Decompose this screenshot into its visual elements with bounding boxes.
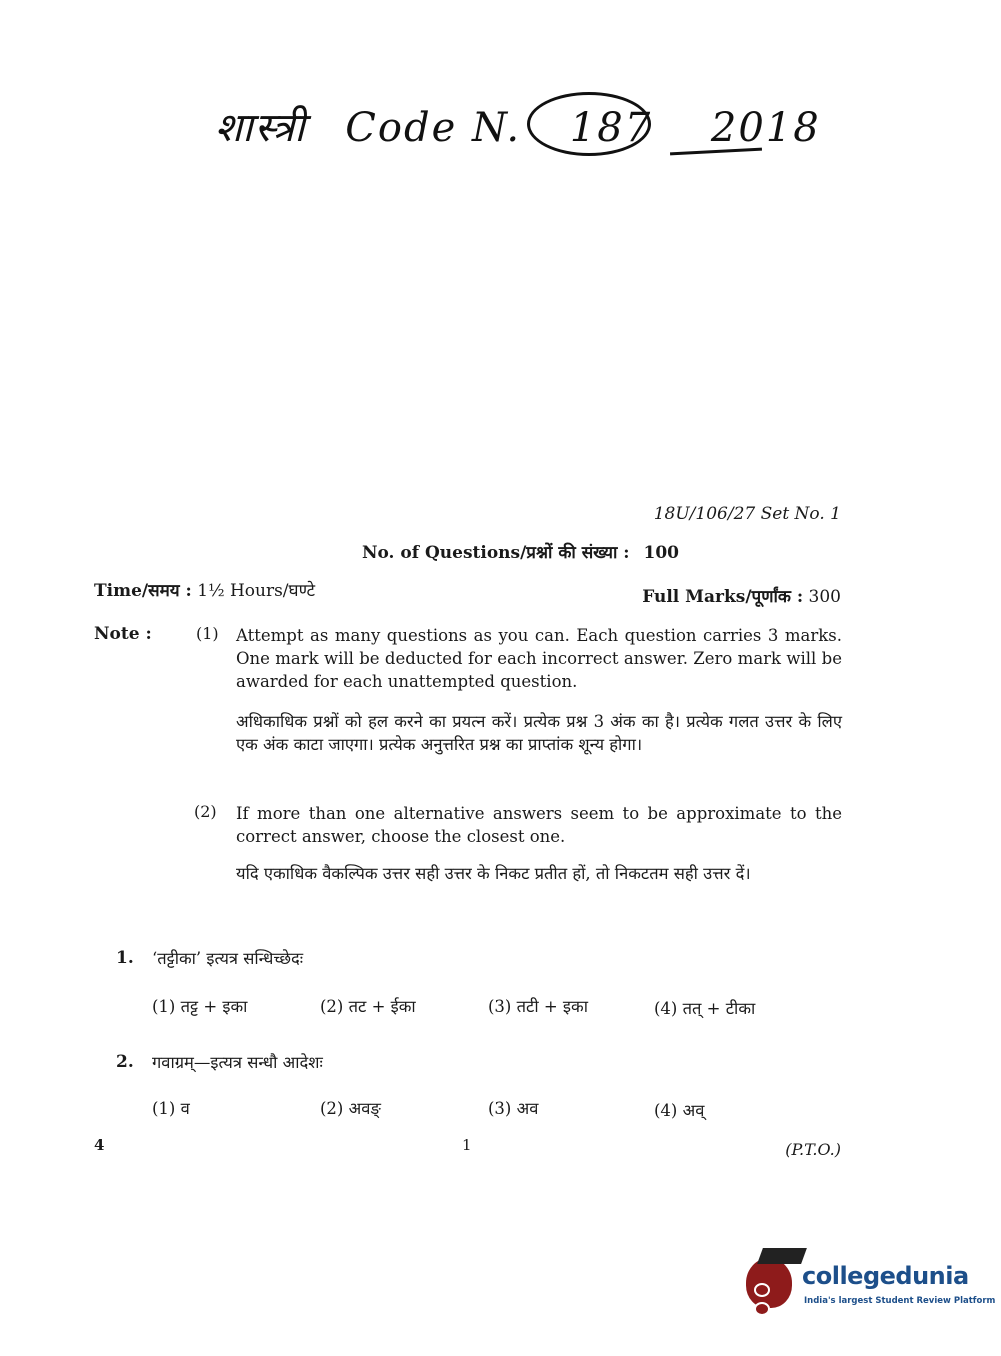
pto-label: (P.T.O.) [785, 1140, 841, 1159]
set-number: 18U/106/27 Set No. 1 [653, 504, 841, 524]
logo-tagline: India's largest Student Review Platform [804, 1296, 996, 1306]
option: (3) तटी + इका [488, 997, 588, 1016]
option: (3) अव [488, 1099, 539, 1118]
option: (1) व [152, 1099, 190, 1118]
handwritten-word: शास्त्री [215, 105, 307, 151]
option: (4) तत् + टीका [654, 999, 756, 1018]
footer-left: 4 [94, 1136, 105, 1154]
option: (2) अवङ् [320, 1099, 381, 1118]
full-marks [642, 584, 841, 607]
question-number: 1. [116, 948, 134, 968]
question-number: 2. [116, 1052, 134, 1072]
note-text-hi: अधिकाधिक प्रश्नों को हल करने का प्रयत्न करें। प्रत्येक प्रश्न 3 अंक का है। प्रत्येक गलत उत्तर के लिए एक अंक काटा जाएगा। प्रत्येक अनुत्तरित प्रश्न का प्राप्तांक शून्य होगा। [236, 712, 842, 754]
time-label: Time/समय : [94, 581, 192, 601]
handwritten-text [215, 98, 821, 153]
option: (2) तट + ईका [320, 997, 416, 1016]
num-questions [0, 540, 1001, 563]
marks-value: 300 [808, 587, 841, 607]
option: (4) अव् [654, 1101, 705, 1120]
time-line [94, 578, 315, 601]
note-text-hi: यदि एकाधिक वैकल्पिक उत्तर सही उत्तर के निकट प्रतीत हों, तो निकटतम सही उत्तर दें। [236, 864, 751, 883]
note-text-en: Attempt as many questions as you can. Each question carries 3 marks. One mark will be deducted for each incorrect answer. Zero mark will be awarded for each unattempted question. [236, 626, 842, 691]
page-number: 1 [462, 1136, 472, 1154]
collegedunia-logo[interactable] [740, 1248, 996, 1320]
note-text-en: If more than one alternative answers seem to be approximate to the correct answer, choose the closest one. [236, 804, 842, 846]
option: (1) तट्ट + इका [152, 997, 248, 1016]
note-label: Note : [94, 624, 152, 644]
time-value: 1½ Hours/घण्टे [197, 581, 316, 601]
handwritten-number: 187 [569, 105, 653, 151]
handwritten-code: Code N. [345, 105, 522, 151]
num-questions-value: 100 [643, 543, 680, 563]
note-number: (1) [196, 624, 219, 643]
handwritten-circle [527, 92, 651, 156]
graduation-cap-icon [757, 1248, 807, 1264]
logo-name: collegedunia [802, 1262, 969, 1290]
handwritten-year: 2018 [710, 105, 821, 151]
num-questions-label: No. of Questions/प्रश्नों की संख्या : [361, 543, 630, 563]
question-text: गवाग्रम्—इत्यत्र सन्धौ आदेशः [152, 1053, 323, 1072]
question-text: ‘तट्टीका’ इत्यत्र सन्धिच्छेदः [152, 949, 304, 968]
handwritten-header [215, 88, 821, 168]
note-number: (2) [194, 802, 217, 821]
marks-label: Full Marks/पूर्णांक : [642, 587, 804, 607]
glasses-icon [754, 1282, 788, 1294]
